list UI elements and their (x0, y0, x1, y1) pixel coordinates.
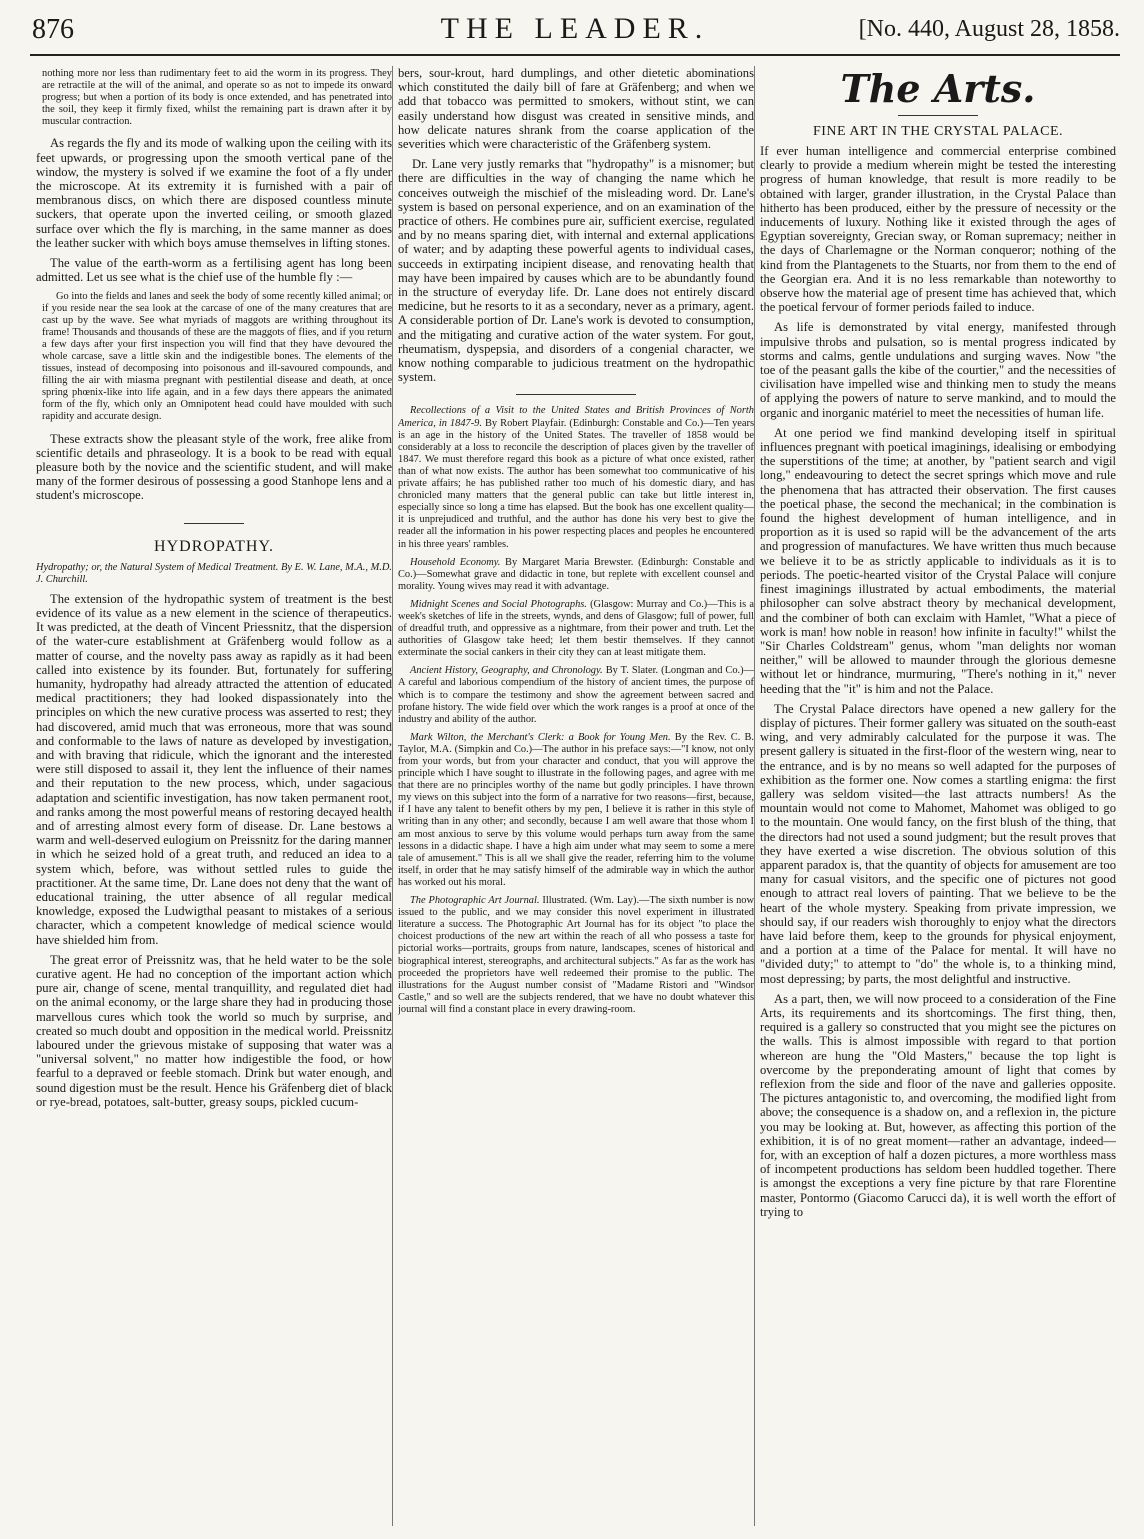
column-right (760, 66, 1116, 1526)
paragraph: The value of the earth-worm as a fertilising agent has long been admitted. Let us see what is the chief use of the humble fly :— (36, 256, 392, 285)
section-heading-arts: The Arts. (840, 66, 1036, 111)
review-body: By Margaret Maria Brewster. (Edinburgh: Constable and Co.)—Somewhat grave and didactic in tone, but replete with excellent counsel and morality. Young wives may read it with advantage. (398, 556, 754, 592)
divider (516, 394, 636, 395)
review-entry (398, 895, 754, 1016)
review-body: By the Rev. C. B. Taylor, M.A. (Simpkin and Co.)—The author in his preface says:—"I know, not only from your words, but from your character and conduct, that you will approve the principle which I have sought to illustrate in the following pages, and agree with me that there are no principles worthy of the name but godly principles. I have thrown my views on this subject into the form of a narrative for two reasons—first, because, if I have any talent to benefit others by my pen, I believe it is rather in this style of writing than in any other; and secondly, because I am well aware that those whom I am most anxious to serve by this volume would perhaps turn away from the same lessons in a didactic shape. I have a high aim under what may seem to some a mere tale of amusement." This is all we shall give the reader, referring him to the volume itself, in order that he may satisfy himself of the admirable way in which the author has worked out his moral. (398, 731, 754, 888)
masthead (30, 8, 1120, 56)
paragraph: As life is demonstrated by vital energy, manifested through impulsive throbs and pulsation, so is mental progress indicated by storms and calms, gentle undulations and surging waves. Now "the toe of the peasant galls the kibe of the courtier," and the necessities of civilisation have impelled wise and thinking men to study the means of applying the powers of nature to serve mankind, and to mould the organic and inorganic matériel to meet the necessities of human life. (760, 320, 1116, 420)
quote-fly: Go into the fields and lanes and seek the body of some recently killed animal; or if you reside near the sea look at the carcase of one of the many creatures that are cast up by the wave. See what myriads of maggots are writhing throughout its frame! Thousands and thousands of these are the maggots of flies, and if you return a few days after your first inspection you will find that they have devoured the whole carcase, save a little skin and the indigestible bones. The elements of the tissues, instead of decomposing into poisonous and ill-savoured compounds, and filling the air with miasma pregnant with pestilential disease and death, at once spring phœnix-like into life again, and in a few days there appears the animated form of the fly, which only an Omnipotent head could have moulded with such rapidity and accurate design. (42, 290, 392, 423)
paragraph: As a part, then, we will now proceed to a consideration of the Fine Arts, its requirements and its shortcomings. The first thing, then, required is a gallery so constructed that you might see the pictures on the walls. This is almost impossible with regard to that portion whereon are hung the "Old Masters," because the top light is overcome by the preponderating amount of light that comes by reflexion from the side and floor of the nave and galleries opposite. The pictures antagonistic to, and overcoming, the modified light from above; the consequence is a shadow on, and a reflexion in, the picture you may be looking at. But, however, as affecting this portion of the exhibition, it is of no great moment—rather an advantage, indeed—for, with an exception of half a dozen pictures, a more worthless mass of incompetent productions has seldom been huddled together. There is amongst the exceptions a very fine picture by that rare Florentine master, Pontormo (Giacomo Carucci da), it is well worth the effort of trying to (760, 991, 1116, 1219)
review-entry (398, 599, 754, 659)
paragraph: The Crystal Palace directors have opened a new gallery for the display of pictures. Their former gallery was situated on the south-east wing, and very admirably calculated for the purpose it was. The present gallery is situated in the first-floor of the western wing, near to the entrance, and is by no means so well adapted for the purposes of exhibition as the former one. Now comes a startling enigma: the first gallery was seldom visited—the last attracts numbers! As the mountain would not come to Mahomet, Mahomet was obliged to go to the mountain. One would fancy, on the first blush of the thing, that the directors had not used a sound judgment; but the result proves that they have exerted a wise discretion. The obvious solution of this apparent paradox is, that the quantity of objects for amusement are too many for casual visitors, and the specific one of pictures not good enough to attract real lovers of painting. That we believe to be the heart of the whole mystery. Speaking from private impression, we should say, if our readers wish thoroughly to enjoy what the directors have laid before them, keep to the grounds for physical enjoyment, and a portion at a time of the Palace for mental. It will have no "divided duty;" to attempt to "do" the whole is, to a thinking mind, most depressing; by parts, the most delightful and instructive. (760, 701, 1116, 986)
paragraph: bers, sour-krout, hard dumplings, and other dietetic abominations which constituted the daily bill of fare at Gräfenberg; and when we add that tobacco was permitted to smokers, without stint, we can easily understand how disgust was created in sensitive minds, and how delicate natures shrank from the coarse application of the severities which were characteristic of the Gräfenberg system. (398, 66, 754, 152)
review-title: Household Economy. (410, 556, 501, 568)
column-left (36, 66, 392, 1526)
review-body: By T. Slater. (Longman and Co.)—A careful and laborious compendium of the history of ancient times, the purpose of which is to compare the testimony and show the agreement between sacred and profane history. The wide field over which the work ranges is a proof at once of the industry and ability of the author. (398, 665, 754, 725)
paragraph: Dr. Lane very justly remarks that "hydropathy" is a misnomer; but there are difficulties in the way of changing the name which he conceives outweigh the mischief of the misleading word. Dr. Lane's system is based on personal experience, and on an examination of the practice of others. He combines pure air, sufficient exercise, regulated and by no means sparing diet, with internal and external applications of water; and by adapting these powerful agents to individual cases, succeeds in extirpating incipient disease, and renovating health that may have been impaired by causes which are to be abundantly found in the structure of everyday life. Dr. Lane does not entirely discard medicine, but he resorts to it as a secondary, never as a primary, agent. A considerable portion of Dr. Lane's work is devoted to consumption, and the mitigating and curative action of the water system. For gout, rheumatism, dyspepsia, and disorders of a congenial character, we know nothing comparable to judicious treatment on the hydropathic system. (398, 157, 754, 385)
paragraph: At one period we find mankind developing itself in spiritual influences pregnant with poetical imaginings, idealising or embodying the superstitions of the time; at another, by "patient search and vigil long," endeavouring to detect the secret springs which move and rule the phenomena that has attracted their observation. The first causes the poetical phase, the second the mechanical; in the combination is found the highest development of human intelligence, and in proportion as it is used so rapid will be the advancement of the arts and progression of manufactures. We have written thus much because we believe it to be as strictly applicable to individuals as it is to periods. The poetic-hearted visitor of the Crystal Palace will conjure finest imaginings illustrated by actual embodiments, the material philosopher can solve abstract theory by mechanical development, and the combiner of both can exclaim with Hamlet, "What a piece of work is man! how noble in reason! how infinite in faculty!" whilst the "Sir Charles Coldstream" genus, whom "man delights nor woman neither," will be allowed to maunder through the glorious demesne without let or hindrance, murmuring, "There's nothing in it," never heeding that the "it" is him and not the Palace. (760, 425, 1116, 696)
review-title: Ancient History, Geography, and Chronology. (410, 665, 603, 677)
review-body: (Glasgow: Murray and Co.)—This is a week's sketches of life in the streets, wynds, and dens of Glasgow; full of power, full of dreadful truth, and oppressive as a nightmare, from their power and truth. Let the authorities of Glasgow take heed; let them bestir themselves. If they cannot exterminate the social cankers in their city they can at least mitigate them. (398, 598, 754, 659)
review-entry (398, 557, 754, 593)
review-entry (398, 665, 754, 725)
review-body: By Robert Playfair. (Edinburgh: Constable and Co.)—Ten years is an age in the history of the United States. The traveller of 1858 would be considerably at a loss to reconcile the description of places given by the traveller of 1847. We must therefore regard this book as a picture of what once existed, rather than of what now exists. The author has been somewhat too communicative of his private affairs; he has published rather too much of his domestic diary, and has chronicled many matters that the general public can take but little interest in, especially since so long a time has elapsed. But the book has one excellent quality—it is unprejudiced and truthful, and the author has done his very best to give the reader all the information in his power respecting places and peoples he encountered in his three years' rambles. (398, 417, 754, 550)
review-title: Midnight Scenes and Social Photographs. (410, 598, 587, 610)
review-title: Mark Wilton, the Merchant's Clerk: a Book for Young Men. (410, 731, 671, 743)
paragraph: As regards the fly and its mode of walking upon the ceiling with its feet upwards, or progressing upon the smooth vertical pane of the window, the mystery is solved if we examine the foot of a fly under the microscope. At its extremity it is furnished with a pair of membranous discs, on which there are disposed countless minute suckers, that operate upon the inverted ceiling, or smooth glazed surface over which the fly is marching, in the same manner as does the leather sucker with which boys amuse themselves in lifting stones. (36, 136, 392, 250)
review-entry (398, 732, 754, 889)
article-heading: FINE ART IN THE CRYSTAL PALACE. (812, 124, 1063, 139)
quote-worm: nothing more nor less than rudimentary feet to aid the worm in its progress. They are retractile at the will of the animal, and operate so as not to impede its onward progress; but when a portion of its body is once extended, and has penetrated into the soil, they keep it firmly fixed, whilst the remaining part is drawn after it by muscular contraction. (42, 68, 392, 128)
newspaper-title: THE LEADER. (440, 12, 710, 45)
paragraph: These extracts show the pleasant style of the work, free alike from scientific details and phraseology. It is a book to be read with equal pleasure both by the novice and the scientific student, and will make many of the former desirous of possessing a good Stanhope lens and a student's microscope. (36, 431, 392, 503)
column-middle (398, 66, 754, 1526)
review-body: Illustrated. (Wm. Lay).—The sixth number is now issued to the public, and we may consider this novel experiment in illustrated literature a success. The Photographic Art Journal has for its object "to place the choicest productions of the new art within the reach of all who possess a taste for pictorial works—portraits, groups from nature, landscapes, scenes of historical and biographical interest, stereographs, and architectural subjects." As far as the work has proceeded the proprietors have well redeemed their promise to the public. The illustrations for the August number consist of "Madame Ristori and "Windsor Castle," and so well are the subjects rendered, that we have no doubt whatever this journal will find a constant place in every drawing-room. (398, 895, 754, 1015)
paragraph: If ever human intelligence and commercial enterprise combined clearly to provide a medium wherein might be tested the interesting progress of human knowledge, that result is more readily to be obtained with larger, grander illustration, in the Crystal Palace than hitherto has been produced, either by the pressure of necessity or the inducements of luxury. Nothing like it existed through the ages of Egyptian sovereignty, Grecian sway, or Roman supremacy; neither in the days of Charlemagne or the Norman conqueror; nothing of the kind from the Plantagenets to the Stuarts, nor from them to the end of the Georgian era. And it is no less remarkable than noteworthy to observe how the material age of present time has achieved that, which the poetical fervour of former periods failed to induce. (760, 144, 1116, 315)
paragraph: The extension of the hydropathic system of treatment is the best evidence of its value as a new element in the science of therapeutics. It was predicted, at the death of Vincent Priessnitz, that the dispersion of the water-cure establishment at Gräfenberg would follow as a matter of course, and the novelty pass away as rapidly as it had been called into existence by its founder. But, fortunately for suffering humanity, hydropathy had already attracted the attention of educated medical practitioners; they had looked dispassionately into the principles on which the new curative process was asserted to rest; they had discovered, amid much that was erroneous, more that was sound and conformable to the laws of nature as developed by investigation, and with braving that ridicule, which the ignorant and the interested were still disposed to assail it, they lent the influence of their names and their reputation to the new process, which, under sagacious adaptation and scientific investigation, has now taken permanent root, and ranks among the most powerful means of restoring decayed health and of arresting almost every form of disease. Dr. Lane bestows a warm and well-deserved eulogium on Preissnitz for the daring manner in which he seized hold of a great truth, and reduced an idea to a system which, before, was without settled rules to guide the practitioner. At the same time, Dr. Lane does not deny that the want of educational training, the utter absence of all regular medical knowledge, exposed the Ludwigthal peasant to mistakes of a serious character, which a competent knowledge of medical science would have shielded him from. (36, 591, 392, 947)
section-heading-hydropathy: HYDROPATHY. (36, 523, 392, 556)
issue-date: [No. 440, August 28, 1858. (858, 16, 1120, 42)
divider (898, 115, 978, 116)
column-rule (392, 66, 393, 1526)
column-rule (754, 66, 755, 1526)
page-number: 876 (32, 14, 74, 45)
review-entry (398, 405, 754, 550)
paragraph: The great error of Preissnitz was, that he held water to be the sole curative agent. He had no conception of the important action which pure air, change of scene, mental tranquillity, and regulated diet had on the animal economy, or the large share they had in producing those marvellous cures which took the world so much by surprise, and created so much doubt and opposition in the medical world. Preissnitz laboured under the grievous mistake of supposing that water was a "universal solvent," no matter how indigestible the food, or how fearful to a depraved or feeble stomach. Drink but water enough, and sound digestion must be the result. Hence his Gräfenberg diet of black or rye-bread, potatoes, salt-butter, greasy soups, pickled cucum- (36, 952, 392, 1109)
book-citation: Hydropathy; or, the Natural System of Medical Treatment. By E. W. Lane, M.A., M.D. J. Churchill. (36, 561, 392, 585)
review-title: Recollections of a Visit to the United States and British Provinces of North America, in 1847-9. (398, 405, 754, 429)
review-title: The Photographic Art Journal. (410, 895, 540, 907)
